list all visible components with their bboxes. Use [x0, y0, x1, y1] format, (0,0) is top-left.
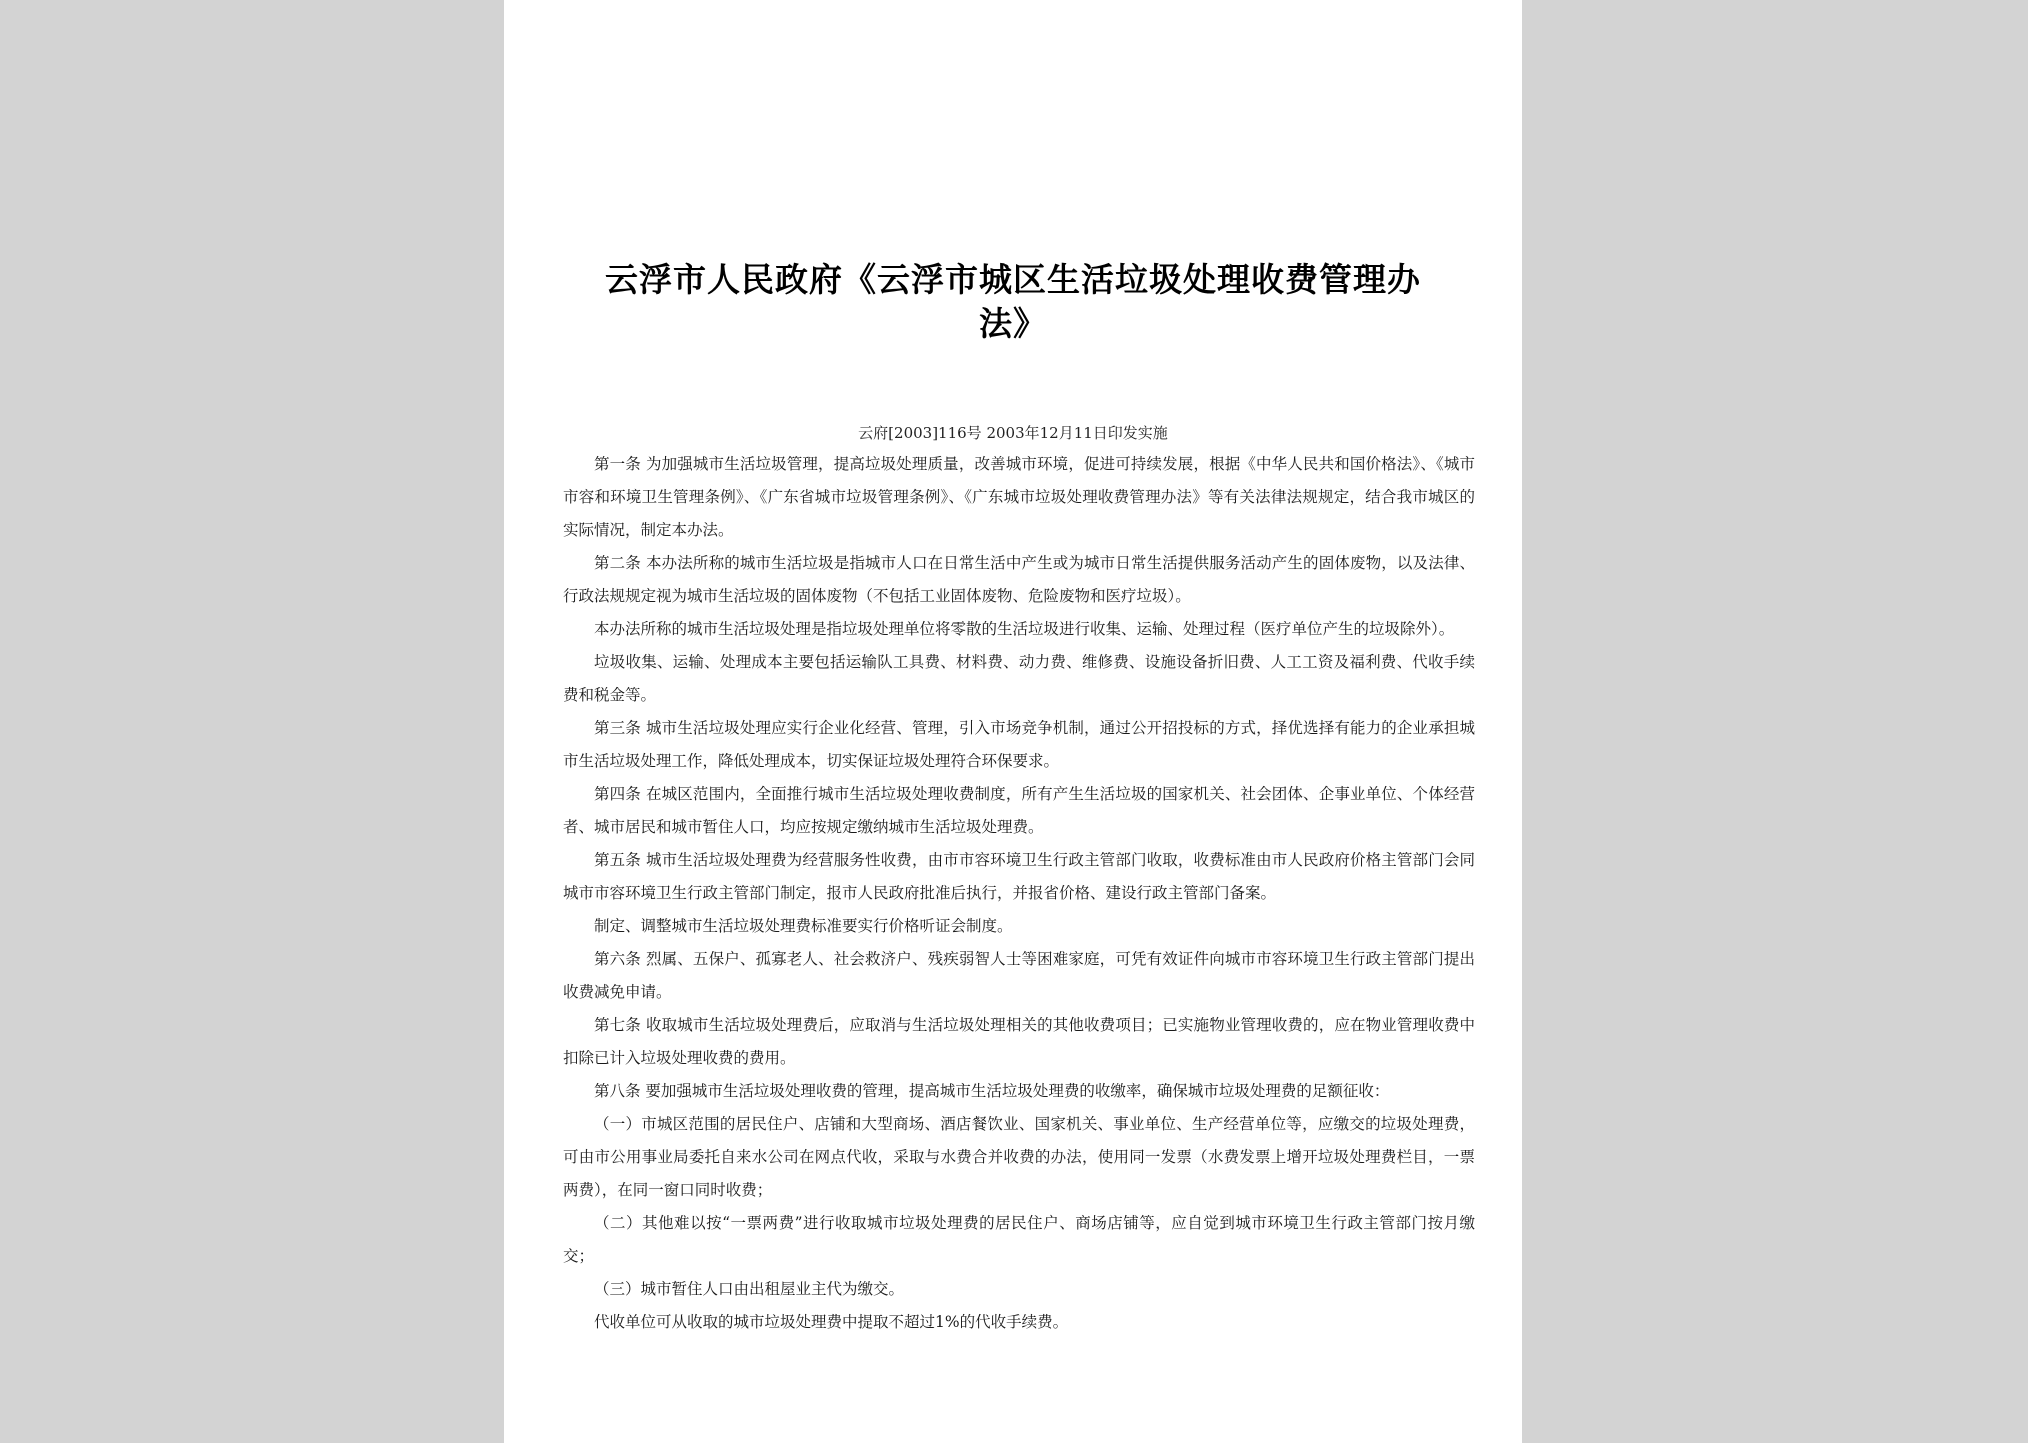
paragraph-article-8-item-3: （三）城市暂住人口由出租屋业主代为缴交。: [594, 1280, 905, 1298]
paragraph-article-8-fee: 代收单位可从收取的城市垃圾处理费中提取不超过1%的代收手续费。: [594, 1313, 1069, 1331]
issue-info: 云府[2003]116号 2003年12月11日印发实施: [858, 424, 1168, 442]
paragraph-article-2-costs: 垃圾收集、运输、处理成本主要包括运输队工具费、材料费、动力费、维修费、设施设备折旧费、人工工资及福利费、代收手续费和税金等。: [563, 653, 1475, 704]
paragraph-article-8-item-1: （一）市城区范围的居民住户、店铺和大型商场、酒店餐饮业、国家机关、事业单位、生产经营单位等，应缴交的垃圾处理费，可由市公用事业局委托自来水公司在网点代收，采取与水费合并收费的办法，使用同一发票（水费发票上增开垃圾处理费栏目，一票两费），在同一窗口同时收费；: [563, 1115, 1475, 1199]
paragraph-article-7: 第七条 收取城市生活垃圾处理费后，应取消与生活垃圾处理相关的其他收费项目；已实施物业管理收费的，应在物业管理收费中扣除已计入垃圾处理收费的费用。: [563, 1016, 1475, 1067]
paragraph-article-5: 第五条 城市生活垃圾处理费为经营服务性收费，由市市容环境卫生行政主管部门收取，收费标准由市人民政府价格主管部门会同城市市容环境卫生行政主管部门制定，报市人民政府批准后执行，并报省价格、建设行政主管部门备案。: [563, 851, 1475, 902]
paragraph-article-1: 第一条 为加强城市生活垃圾管理，提高垃圾处理质量，改善城市环境，促进可持续发展，根据《中华人民共和国价格法》、《城市市容和环境卫生管理条例》、《广东省城市垃圾管理条例》、《广东城市垃圾处理收费管理办法》等有关法律法规规定，结合我市城区的实际情况，制定本办法。: [563, 455, 1475, 539]
paragraph-article-2: 第二条 本办法所称的城市生活垃圾是指城市人口在日常生活中产生或为城市日常生活提供服务活动产生的固体废物，以及法律、行政法规规定视为城市生活垃圾的固体废物（不包括工业固体废物、危险废物和医疗垃圾）。: [563, 554, 1475, 605]
document-page: [504, 0, 1522, 1443]
paragraph-article-2-processing: 本办法所称的城市生活垃圾处理是指垃圾处理单位将零散的生活垃圾进行收集、运输、处理过程（医疗单位产生的垃圾除外）。: [594, 620, 1455, 638]
paragraph-article-4: 第四条 在城区范围内，全面推行城市生活垃圾处理收费制度，所有产生生活垃圾的国家机关、社会团体、企事业单位、个体经营者、城市居民和城市暂住人口，均应按规定缴纳城市生活垃圾处理费。: [563, 785, 1475, 836]
paragraph-article-5-hearing: 制定、调整城市生活垃圾处理费标准要实行价格听证会制度。: [594, 917, 1013, 935]
document-title: 云浮市人民政府《云浮市城区生活垃圾处理收费管理办法》: [605, 260, 1421, 343]
document-body: [563, 448, 1475, 1339]
paragraph-article-8-item-2: （二）其他难以按“一票两费”进行收取城市垃圾处理费的居民住户、商场店铺等，应自觉到城市环境卫生行政主管部门按月缴交；: [563, 1214, 1475, 1265]
paragraph-article-8: 第八条 要加强城市生活垃圾处理收费的管理，提高城市生活垃圾处理费的收缴率，确保城市垃圾处理费的足额征收：: [594, 1082, 1390, 1100]
paragraph-article-3: 第三条 城市生活垃圾处理应实行企业化经营、管理，引入市场竞争机制，通过公开招投标的方式，择优选择有能力的企业承担城市生活垃圾处理工作，降低处理成本，切实保证垃圾处理符合环保要求。: [563, 719, 1475, 770]
paragraph-article-6: 第六条 烈属、五保户、孤寡老人、社会救济户、残疾弱智人士等困难家庭，可凭有效证件向城市市容环境卫生行政主管部门提出收费减免申请。: [563, 950, 1475, 1001]
